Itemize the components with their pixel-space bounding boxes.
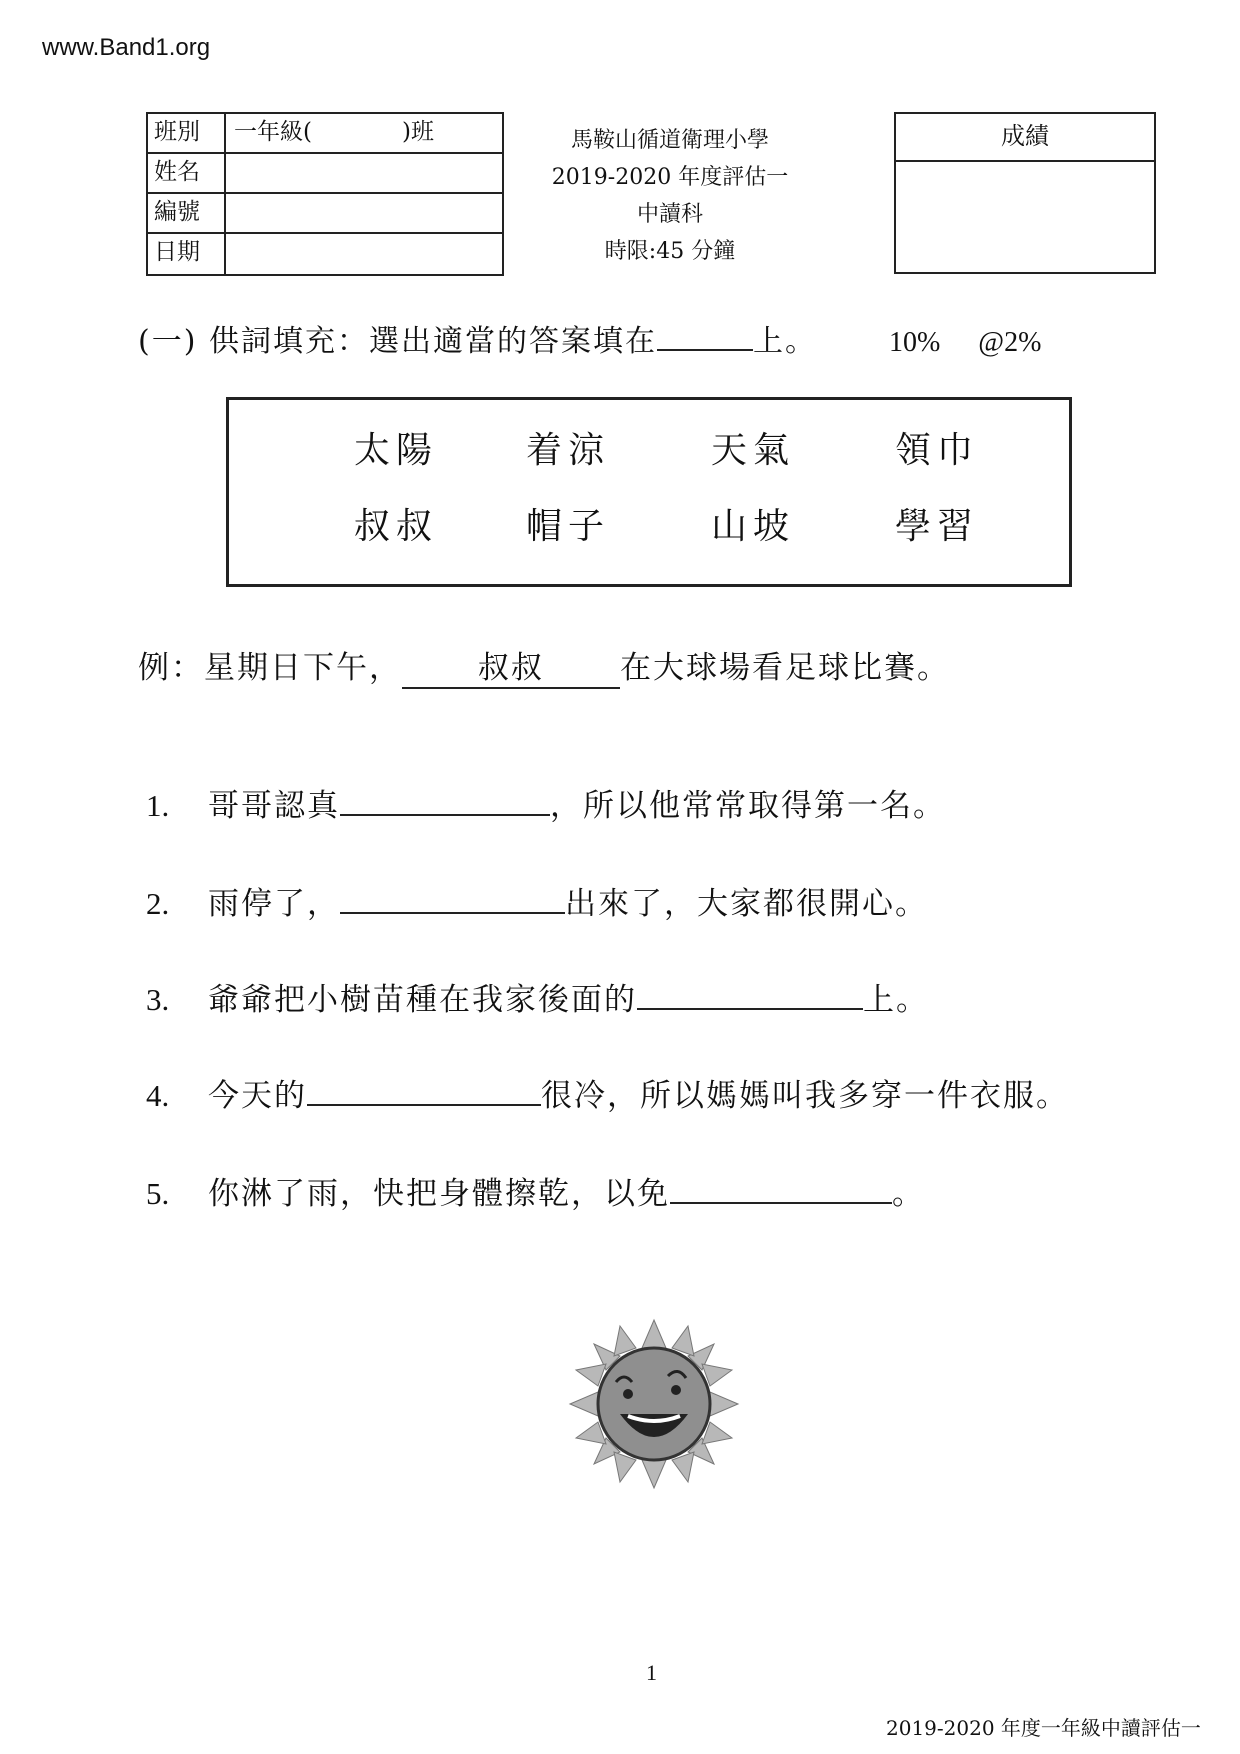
info-value-class bbox=[234, 114, 434, 150]
section-each-mark: @2% bbox=[978, 327, 1042, 358]
word-bank-item: 山坡 bbox=[711, 506, 796, 547]
info-label-name: 姓名 bbox=[148, 154, 226, 192]
footer-text: 2019-2020 年度一年級中讀評估一 bbox=[886, 1716, 1201, 1740]
assessment-year: 2019-2020 年度評估一 bbox=[551, 165, 789, 190]
section-title-blank bbox=[657, 349, 753, 351]
sun-drawing bbox=[568, 1318, 740, 1490]
question-text-before: 爺爺把小樹苗種在我家後面的 bbox=[208, 982, 637, 1018]
page-number: 1 bbox=[646, 1660, 657, 1685]
info-label-date: 日期 bbox=[148, 234, 226, 274]
info-label-class: 班別 bbox=[148, 114, 226, 152]
word-bank-item: 帽子 bbox=[526, 506, 611, 547]
class-suffix: )班 bbox=[401, 119, 434, 145]
word-bank-item: 着涼 bbox=[526, 430, 611, 471]
school-name: 馬鞍山循道衛理小學 bbox=[570, 128, 769, 153]
info-row-class bbox=[148, 114, 502, 154]
answer-blank[interactable] bbox=[340, 814, 550, 816]
info-row-date bbox=[148, 234, 502, 274]
question-5 bbox=[146, 1168, 925, 1213]
question-text-after: 出來了，大家都很開心。 bbox=[565, 886, 928, 922]
question-number: 5. bbox=[146, 1176, 170, 1211]
word-bank-item: 學習 bbox=[895, 506, 980, 547]
score-label: 成績 bbox=[896, 114, 1154, 162]
info-row-name bbox=[148, 154, 502, 194]
class-prefix: 一年級( bbox=[234, 119, 312, 145]
student-info-table bbox=[146, 112, 504, 276]
question-number: 1. bbox=[146, 788, 170, 823]
word-bank-item: 太陽 bbox=[354, 430, 439, 471]
example-answer: 叔叔 bbox=[402, 642, 620, 689]
site-watermark: www.Band1.org bbox=[42, 34, 211, 61]
question-1 bbox=[146, 780, 946, 825]
answer-blank[interactable] bbox=[637, 1008, 863, 1010]
question-3 bbox=[146, 974, 929, 1019]
word-bank-item: 領巾 bbox=[895, 430, 980, 471]
example-prefix: 例：星期日下午， bbox=[138, 650, 402, 686]
info-label-number: 編號 bbox=[148, 194, 226, 232]
question-text-before: 哥哥認真 bbox=[208, 788, 340, 824]
score-box bbox=[894, 112, 1156, 274]
question-text-before: 你淋了雨，快把身體擦乾，以免 bbox=[208, 1176, 670, 1212]
answer-blank[interactable] bbox=[307, 1104, 541, 1106]
section-title-text: (一) 供詞填充：選出適當的答案填在 bbox=[138, 324, 657, 359]
question-4 bbox=[146, 1070, 1069, 1115]
question-text-before: 雨停了， bbox=[208, 886, 340, 922]
example-sentence bbox=[138, 642, 950, 689]
section-title-end: 上。 bbox=[752, 324, 817, 359]
answer-blank[interactable] bbox=[670, 1202, 892, 1204]
question-number: 2. bbox=[146, 886, 170, 921]
question-text-after: ，所以他常常取得第一名。 bbox=[550, 788, 946, 824]
school-header bbox=[520, 122, 820, 270]
question-text-before: 今天的 bbox=[208, 1078, 307, 1114]
question-number: 4. bbox=[146, 1078, 170, 1113]
section-percent: 10% bbox=[888, 327, 941, 358]
word-bank-item: 天氣 bbox=[711, 430, 796, 471]
question-text-after: 上。 bbox=[863, 982, 929, 1018]
subject: 中讀科 bbox=[636, 202, 703, 227]
question-number: 3. bbox=[146, 982, 170, 1017]
question-2 bbox=[146, 878, 928, 923]
word-bank-item: 叔叔 bbox=[354, 506, 439, 547]
word-bank-box bbox=[226, 397, 1072, 587]
example-suffix: 在大球場看足球比賽。 bbox=[620, 650, 950, 686]
time-limit: 時限:45 分鐘 bbox=[604, 239, 736, 264]
question-text-after: 很冷，所以媽媽叫我多穿一件衣服。 bbox=[541, 1078, 1069, 1114]
info-row-number bbox=[148, 194, 502, 234]
section-title bbox=[138, 316, 1041, 360]
answer-blank[interactable] bbox=[340, 912, 565, 914]
question-text-after: 。 bbox=[892, 1176, 925, 1212]
